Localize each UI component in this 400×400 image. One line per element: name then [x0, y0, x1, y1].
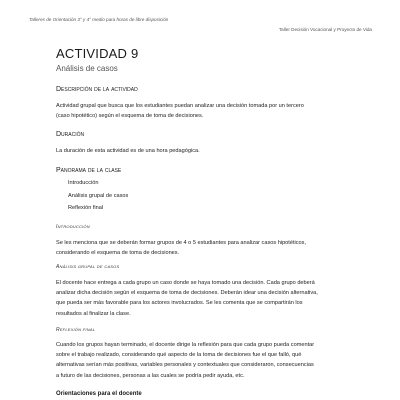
section-heading-descripcion: Descripción de la actividad: [56, 86, 138, 93]
paragraph-analisis: [56, 278, 348, 319]
paragraph-descripcion: [56, 101, 348, 121]
paragraph-line: sobre el trabajo realizado, considerando qué aspecto de la toma de decisiones fue el que falló, qué: [56, 352, 302, 359]
paragraph-reflexion: [56, 340, 348, 381]
paragraph-line: La duración de esta actividad es de una hora pedagógica.: [56, 148, 200, 154]
list-item: Reflexión final: [68, 205, 104, 211]
paragraph-line: analizar dicha decisión según el esquema de toma de decisiones. Deberán idear una decisión alternativa,: [56, 290, 318, 297]
header-right: Taller Decisión Vocacional y Proyecto de Vida: [278, 27, 372, 32]
paragraph-duracion: [56, 146, 348, 156]
paragraph-line: que pueda ser más favorable para los actores involucrados. Se les comenta que se compartirán los: [56, 300, 303, 307]
section-heading-panorama: Panorama de la clase: [56, 167, 122, 174]
heading-orientaciones: Orientaciones para el docente: [56, 391, 142, 397]
list-item: Introducción: [68, 180, 99, 186]
subsection-heading-reflexion: Reflexión final: [56, 327, 96, 333]
activity-title: ACTIVIDAD 9: [56, 46, 139, 61]
subsection-heading-analisis: Análisis grupal de casos: [56, 264, 120, 270]
list-item: Análisis grupal de casos: [68, 193, 129, 199]
paragraph-line: considerando el esquema de toma de decisiones.: [56, 250, 180, 257]
activity-subtitle: Análisis de casos: [56, 64, 118, 73]
paragraph-line: El docente hace entrega a cada grupo un caso donde se haya tomado una decisión. Cada grupo deberá: [56, 280, 315, 286]
subsection-heading-introduccion: Introducción: [56, 224, 90, 230]
paragraph-line: a futuro de las decisiones, personas a las cuales se podría pedir ayuda, etc.: [56, 372, 245, 379]
section-heading-duracion: Duración: [56, 131, 85, 138]
header-left: Talleres de Orientación 3° y 4° medio para horas de libre disposición: [29, 17, 169, 22]
paragraph-line: alternativas serían más positivas, variables personales y contextuales que consideraron, consecuencias: [56, 362, 314, 369]
paragraph-line: resultados al finalizar la clase.: [56, 310, 131, 317]
paragraph-line: Cuando los grupos hayan terminado, el docente dirige la reflexión para que cada grupo pueda comentar: [56, 342, 315, 348]
paragraph-introduccion: [56, 238, 348, 258]
paragraph-line: Actividad grupal que busca que los estudiantes puedan analizar una decisión tomada por un tercero: [56, 103, 304, 109]
paragraph-line: (caso hipotético) según el esquema de toma de decisiones.: [56, 113, 204, 120]
paragraph-line: Se les menciona que se deberán formar grupos de 4 o 5 estudiantes para analizar casos hipotéticos,: [56, 240, 307, 246]
